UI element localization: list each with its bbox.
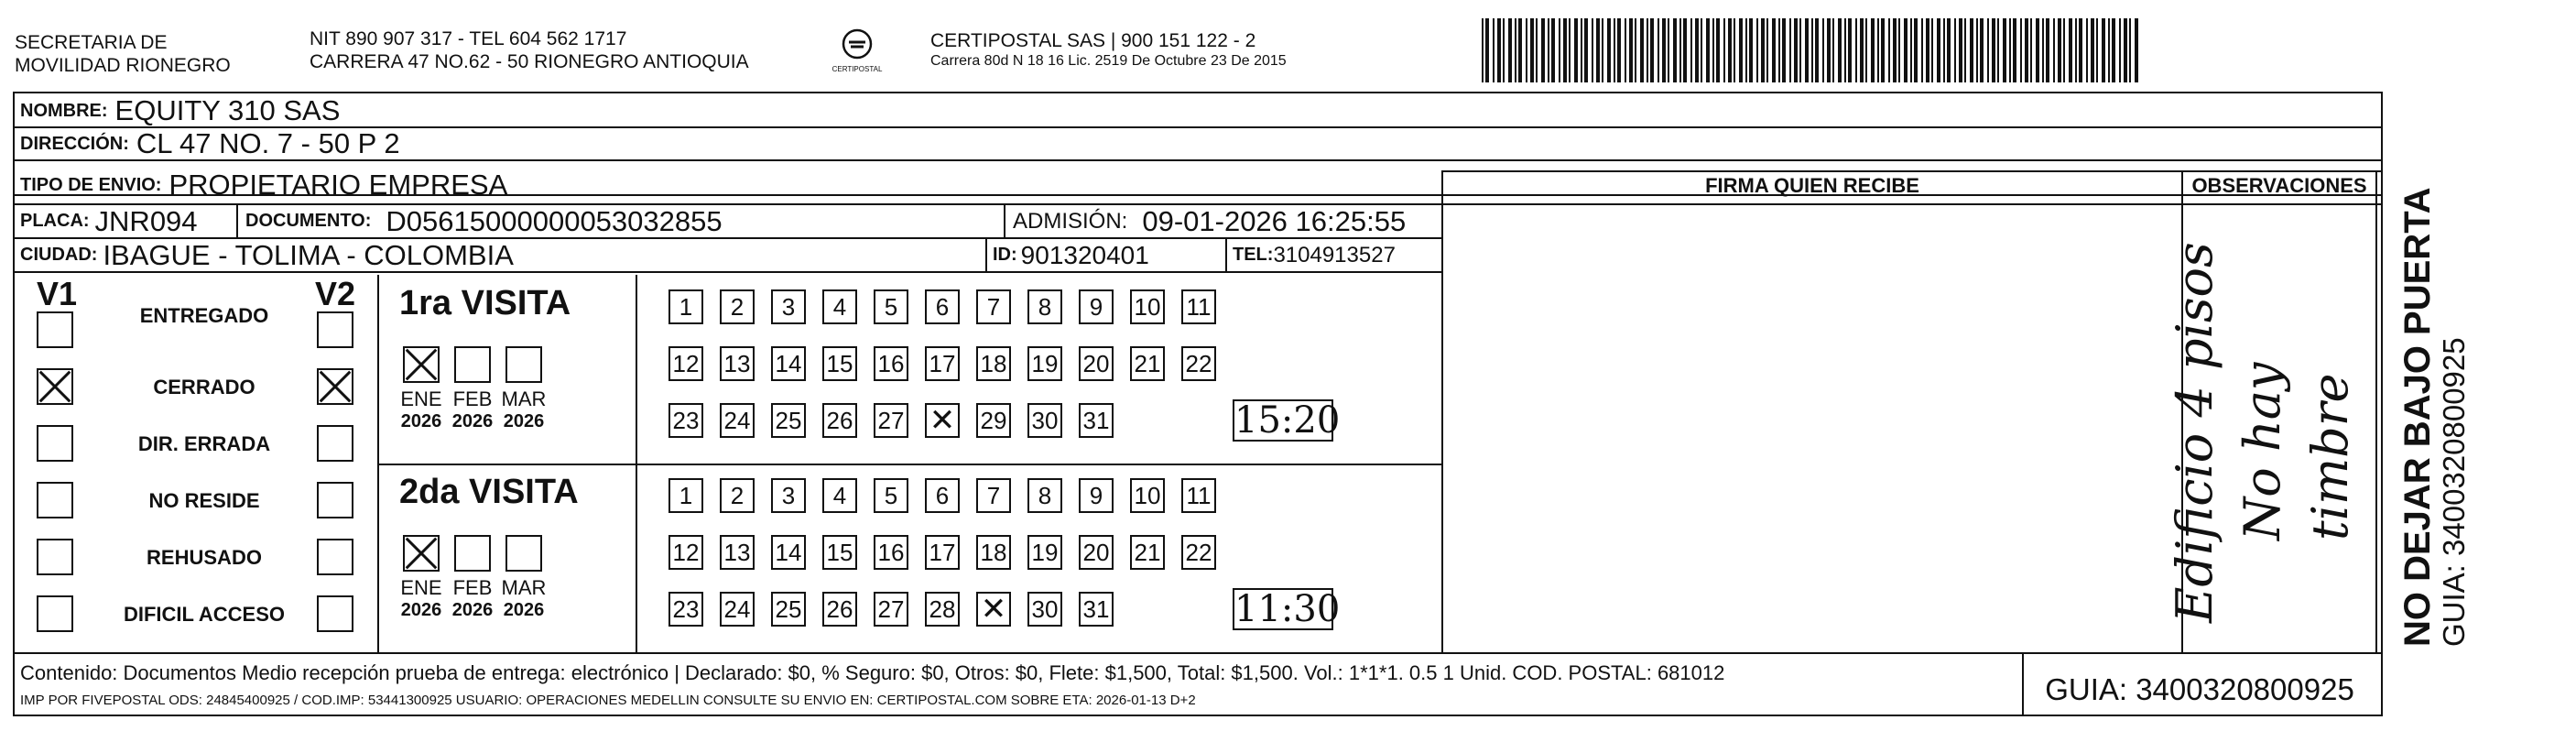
barcode-bar [1815,18,1819,82]
company-line-1: CERTIPOSTAL SAS | 900 151 122 - 2 [930,30,1256,51]
barcode-bar [1855,18,1857,82]
barcode-bar [1838,18,1842,82]
month-checkbox[interactable] [403,346,440,383]
barcode-bar [1508,18,1512,82]
month-label [394,388,449,432]
id-label: ID: [993,245,1017,265]
month-year: 2026 [503,600,545,620]
barcode-bar [1530,18,1534,82]
footer-guia: GUIA: 3400320800925 [2045,672,2354,706]
barcode-bar [1848,18,1852,82]
tel-value: 3104913527 [1273,242,1396,267]
barcode-bar [2053,18,2055,82]
barcode-bar [1574,18,1578,82]
month-checkbox[interactable] [505,346,542,383]
barcode-bar [2086,18,2088,82]
direccion-value: CL 47 NO. 7 - 50 P 2 [136,127,400,159]
documento-label: DOCUMENTO: [245,211,372,231]
day-cell[interactable]: 7 [976,289,1011,324]
barcode-bar [2063,18,2065,82]
footer-print-line: IMP POR FIVEPOSTAL ODS: 24845400925 / COD.IMP: 53441300925 USUARIO: OPERACIONES MEDELLIN CONSULTE SU ENVIO EN: CERTIPOSTAL.COM SOBRE ETA: 2026-01-13 D+2 [20,693,1196,708]
month-year: 2026 [400,600,442,620]
obs-hand-line-1: Edificio 4 pisos [2166,242,2223,623]
barcode-bar [1947,18,1951,82]
company-line-2: Carrera 80d N 18 16 Lic. 2519 De Octubre 23 De 2015 [930,53,1287,69]
v1-checkbox[interactable] [37,368,73,405]
barcode-bar [2091,18,2094,82]
barcode-bar [1745,18,1747,82]
day-cell[interactable]: 19 [1027,346,1062,381]
barcode-bar [1970,18,1973,82]
barcode-bar [1756,18,1758,82]
barcode-bar [1635,18,1636,82]
v2-checkbox[interactable] [317,368,353,405]
barcode-bar [1782,18,1786,82]
barcode-bar [1976,18,1978,82]
month-year: 2026 [400,411,442,431]
barcode-bar [1997,18,1999,82]
barcode-bar [1964,18,1966,82]
barcode-bar [1987,18,1989,82]
barcode-bar [1551,18,1555,82]
barcode-bar [1515,18,1516,82]
v1-checkbox[interactable] [37,482,73,518]
month-name: MAR [501,387,547,410]
barcode-bar [1668,18,1669,82]
barcode-bar [1898,18,1900,82]
tipo-value: PROPIETARIO EMPRESA [168,169,508,201]
side-text [2397,115,2471,647]
day-cell[interactable]: 25 [771,592,806,627]
barcode-bar [1596,18,1600,82]
day-cell[interactable]: 20 [1079,346,1114,381]
day-cell[interactable]: 13 [720,535,755,570]
day-cell[interactable]: 11 [1181,478,1216,513]
tipo-label: TIPO DE ENVIO: [20,174,162,195]
day-cell[interactable]: 1 [668,478,703,513]
barcode-bar [2075,18,2077,82]
barcode-bar [2058,18,2061,82]
v2-checkbox[interactable] [317,311,353,348]
company-info [930,29,1287,71]
barcode-bar [1581,18,1582,82]
nit-line: NIT 890 907 317 - TEL 604 562 1717 [310,28,627,49]
barcode-bar [1749,18,1753,82]
barcode-bar [2042,18,2044,82]
day-cell[interactable]: 16 [874,346,908,381]
status-option-label: CERRADO [153,376,255,398]
day-cell[interactable]: 23 [668,592,703,627]
placa-value: JNR094 [94,204,198,237]
month-label [496,577,551,621]
barcode-bar [1871,18,1875,82]
day-cell[interactable]: 10 [1130,478,1165,513]
v2-checkbox[interactable] [317,595,353,632]
day-cell[interactable]: 26 [822,592,857,627]
barcode-bar [1888,18,1890,82]
ciudad-field [20,238,514,272]
barcode-bar [1493,18,1495,82]
day-cell[interactable]: 14 [771,535,806,570]
id-field [993,238,1149,272]
day-cell[interactable]: 2 [720,478,755,513]
observaciones-handwriting [2161,238,2390,623]
day-cell[interactable] [925,403,960,438]
barcode-bar [1602,18,1603,82]
barcode-bar [1959,18,1962,82]
day-cell[interactable]: 16 [874,535,908,570]
admision-field [1013,204,1406,238]
barcode-bar [1625,18,1626,82]
org-name [15,31,231,77]
month-checkbox[interactable] [454,346,491,383]
tipo-row [20,167,507,203]
day-cell[interactable]: 26 [822,403,857,438]
day-cell[interactable]: 27 [874,403,908,438]
v1-label: V1 [37,275,78,312]
month-label [496,388,551,432]
barcode-bar [2025,18,2028,82]
barcode-bar [1503,18,1505,82]
month-label [445,388,500,432]
barcode-bar [1679,18,1681,82]
day-cell[interactable]: 12 [668,535,703,570]
barcode-bar [1569,18,1571,82]
barcode-bar [1526,18,1527,82]
barcode-bar [1844,18,1846,82]
v1-checkbox[interactable] [37,595,73,632]
barcode-bar [1662,18,1666,82]
day-cell[interactable]: 11 [1181,289,1216,324]
v1-checkbox[interactable] [37,311,73,348]
barcode-bar [2102,18,2105,82]
barcode-bar [1706,18,1710,82]
nombre-value: EQUITY 310 SAS [114,94,341,126]
documento-value: D05615000000053032855 [386,204,723,237]
month-checkbox[interactable] [454,535,491,572]
barcode-bar [1592,18,1593,82]
nombre-label: NOMBRE: [20,100,108,121]
barcode-bar [1832,18,1834,82]
ciudad-value: IBAGUE - TOLIMA - COLOMBIA [103,238,514,271]
day-cell[interactable]: 21 [1130,535,1165,570]
firma-label: FIRMA QUIEN RECIBE [1705,174,1919,197]
tel-field [1233,238,1396,272]
day-cell[interactable]: 6 [925,289,960,324]
barcode-bar [1910,18,1912,82]
barcode-bar [2096,18,2098,82]
barcode-bar [1559,18,1560,82]
barcode-bar [1893,18,1897,82]
barcode-bar [1827,18,1831,82]
day-cell[interactable]: 3 [771,289,806,324]
day-cell[interactable]: 22 [1181,535,1216,570]
status-option-label: ENTREGADO [139,304,269,327]
visit-title: 1ra VISITA [399,284,571,322]
barcode-bar [1485,18,1489,82]
day-cell[interactable]: 24 [720,403,755,438]
day-cell[interactable]: 18 [976,535,1011,570]
barcode-bar [1811,18,1813,82]
day-cell[interactable]: 29 [976,403,1011,438]
day-cell[interactable]: 25 [771,403,806,438]
v2-label: V2 [315,275,356,312]
barcode-bar [2108,18,2110,82]
day-cell[interactable]: 19 [1027,535,1062,570]
barcode-bar [1658,18,1659,82]
barcode-bar [1881,18,1885,82]
day-cell[interactable]: 15 [822,346,857,381]
barcode-bar [2003,18,2006,82]
month-year: 2026 [451,600,494,620]
barcode-bar [2020,18,2022,82]
day-cell[interactable]: 1 [668,289,703,324]
v1-checkbox[interactable] [37,539,73,575]
barcode-bar [1904,18,1908,82]
org-line-1: SECRETARIA DE [15,32,168,53]
direccion-row [20,128,400,159]
barcode-bar [1690,18,1692,82]
day-cell[interactable]: 23 [668,403,703,438]
placa-field [20,204,198,238]
day-cell[interactable]: 5 [874,289,908,324]
side-warning: NO DEJAR BAJO PUERTA [2397,187,2438,647]
barcode-bar [1772,18,1776,82]
admision-label: ADMISIÓN: [1013,208,1128,234]
barcode-bar [1766,18,1768,82]
day-cell[interactable]: 3 [771,478,806,513]
direccion-label: DIRECCIÓN: [20,133,129,154]
placa-label: PLACA: [20,211,90,231]
org-line-2: MOVILIDAD RIONEGRO [15,55,231,76]
day-cell[interactable]: 18 [976,346,1011,381]
id-value: 901320401 [1020,240,1149,269]
day-cell[interactable]: 17 [925,535,960,570]
day-cell[interactable]: 8 [1027,289,1062,324]
month-year: 2026 [451,411,494,431]
day-cell[interactable]: 10 [1130,289,1165,324]
v2-checkbox[interactable] [317,539,353,575]
day-cell[interactable]: 31 [1079,403,1114,438]
month-year: 2026 [503,411,545,431]
org-contact [310,27,749,73]
barcode-bar [1794,18,1798,82]
barcode-bar [2119,18,2121,82]
barcode-bar [2112,18,2115,82]
certipostal-logo [831,27,883,79]
barcode-bar [1683,18,1687,82]
day-cell[interactable]: 4 [822,289,857,324]
month-name: FEB [452,387,493,410]
ciudad-label: CIUDAD: [20,245,98,265]
day-cell[interactable]: 14 [771,346,806,381]
month-label [394,577,449,621]
barcode-bar [1518,18,1522,82]
month-label [445,577,500,621]
barcode-bar [1695,18,1699,82]
barcode-bar [1497,18,1501,82]
day-cell[interactable]: 15 [822,535,857,570]
month-checkbox[interactable] [403,535,440,572]
month-checkbox[interactable] [505,535,542,572]
logo-icon [840,27,875,60]
day-cell[interactable]: 17 [925,346,960,381]
day-cell[interactable] [976,592,1011,627]
address-line: CARRERA 47 NO.62 - 50 RIONEGRO ANTIOQUIA [310,51,749,72]
day-cell[interactable]: 12 [668,346,703,381]
barcode-bar [1548,18,1549,82]
barcode-bar [2030,18,2032,82]
logo-text: CERTIPOSTAL [831,65,883,73]
day-cell[interactable]: 31 [1079,592,1114,627]
day-cell[interactable]: 30 [1027,403,1062,438]
day-cell[interactable]: 5 [874,478,908,513]
barcode-bar [1860,18,1864,82]
footer-content-line: Contenido: Documentos Medio recepción prueba de entrega: electrónico | Declarado: $0, % Seguro: $0, Otros: $0, Flete: $1,500, Total: $1,500. Vol.: 1*1*1. 0.5 1 Unid. COD. POSTAL: 681012 [20,661,1725,684]
visit-time: 11:30 [1234,588,1341,630]
barcode-bar [1914,18,1918,82]
barcode-bar [1607,18,1611,82]
visit-title: 2da VISITA [399,473,579,511]
barcode-bar [2036,18,2039,82]
v2-checkbox[interactable] [317,482,353,518]
barcode-bar [1482,18,1484,82]
barcode-bar [1536,18,1538,82]
barcode-bar [1799,18,1801,82]
day-cell[interactable]: 22 [1181,346,1216,381]
observaciones-label: OBSERVACIONES [2191,174,2367,197]
day-cell[interactable]: 28 [925,592,960,627]
barcode-bar [1614,18,1615,82]
month-name: FEB [452,576,493,599]
month-name: MAR [501,576,547,599]
barcode-bar [1805,18,1809,82]
barcode-bar [1980,18,1984,82]
barcode-bar [1937,18,1940,82]
day-cell[interactable]: 4 [822,478,857,513]
barcode-bar [1563,18,1567,82]
day-cell[interactable]: 9 [1079,478,1114,513]
barcode-bar [1761,18,1765,82]
day-cell[interactable]: 20 [1079,535,1114,570]
barcode-bar [1629,18,1633,82]
tel-label: TEL: [1233,245,1274,265]
barcode-bar [2069,18,2072,82]
barcode-bar [1926,18,1929,82]
barcode-bar [1931,18,1933,82]
day-cell[interactable]: 9 [1079,289,1114,324]
barcode-bar [2079,18,2082,82]
barcode-bar [1640,18,1644,82]
barcode-bar [1723,18,1725,82]
barcode-bar [1716,18,1720,82]
day-cell[interactable]: 30 [1027,592,1062,627]
v1-checkbox[interactable] [37,425,73,462]
status-option-label: NO RESIDE [148,489,260,512]
barcode-bar [1734,18,1735,82]
month-name: ENE [400,387,442,410]
admision-value: 09-01-2026 16:25:55 [1142,204,1407,237]
side-guia: GUIA: 3400320800925 [2437,337,2471,647]
day-cell[interactable]: 21 [1130,346,1165,381]
barcode-bar [1541,18,1545,82]
barcode-bar [2013,18,2016,82]
barcode-bar [1992,18,1995,82]
barcode-bar [1943,18,1945,82]
barcode-bar [1650,18,1654,82]
barcode-bar [1712,18,1714,82]
day-cell[interactable]: 13 [720,346,755,381]
barcode-bar [1921,18,1923,82]
day-cell[interactable]: 24 [720,592,755,627]
barcode-bar [1701,18,1702,82]
day-cell[interactable]: 27 [874,592,908,627]
obs-hand-line-2: No hay timbre [2234,362,2359,540]
day-cell[interactable]: 6 [925,478,960,513]
barcode-bar [1728,18,1732,82]
barcode-bar [1778,18,1780,82]
barcode-bar [1789,18,1791,82]
day-cell[interactable]: 8 [1027,478,1062,513]
day-cell[interactable]: 7 [976,478,1011,513]
barcode-bar [2124,18,2127,82]
barcode-bar [1865,18,1867,82]
v2-checkbox[interactable] [317,425,353,462]
barcode-bar [1647,18,1648,82]
documento-field [245,204,723,238]
barcode-bar [1673,18,1677,82]
status-option-label: REHUSADO [147,546,262,569]
month-name: ENE [400,576,442,599]
visit-time: 15:20 [1234,399,1341,442]
barcode-bar [2046,18,2049,82]
barcode-bar [1617,18,1621,82]
barcode-bar [2135,18,2138,82]
status-option-label: DIFICIL ACCESO [123,603,285,626]
barcode-bar [2129,18,2131,82]
barcode-bar [1954,18,1956,82]
status-option-label: DIR. ERRADA [137,432,271,455]
barcode [1482,18,2152,84]
barcode-bar [2009,18,2011,82]
barcode-bar [1739,18,1743,82]
barcode-bar [1584,18,1588,82]
barcode-bar [1822,18,1824,82]
barcode-bar [1877,18,1879,82]
nombre-row [20,95,340,126]
day-cell[interactable]: 2 [720,289,755,324]
